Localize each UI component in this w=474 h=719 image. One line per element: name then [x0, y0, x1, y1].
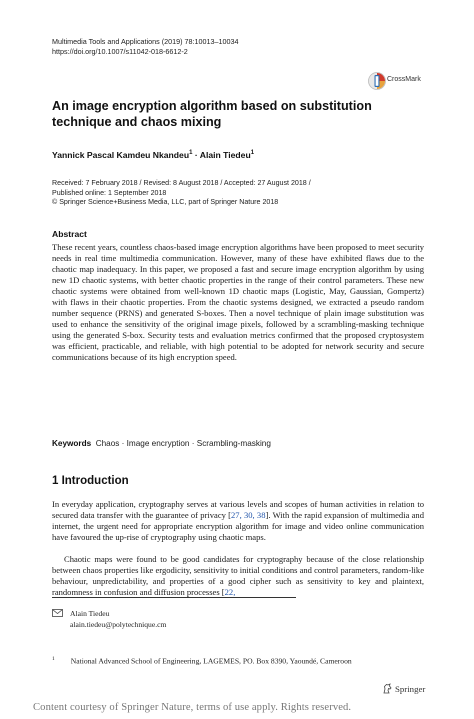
doi-link[interactable]: https://doi.org/10.1007/s11042-018-6612-2: [52, 46, 188, 56]
paper-title: An image encryption algorithm based on substitution technique and chaos mixing: [52, 99, 372, 129]
keywords-text: Chaos · Image encryption · Scrambling-masking: [95, 439, 271, 448]
paragraph-text: Chaotic maps were found to be good candidates for cryptography because of the close relationship between chaos properties like ergodicity, sensitivity to initial conditions and control parameters, random-like behaviour, unpredictability, and properties of a good cipher such as sensitivity to key and plaintext, randomness in confusion and diffusion processes [: [52, 554, 424, 598]
springer-horse-icon: [382, 683, 393, 694]
contact-email[interactable]: alain.tiedeu@polytechnique.cm: [70, 619, 167, 629]
author-name[interactable]: Alain Tiedeu: [199, 150, 251, 160]
affiliation-marker: 1: [189, 150, 193, 157]
abstract-text: These recent years, countless chaos-based image encryption algorithms have been proposed to meet security needs in real time multimedia communication. However, many of these have exhibited flaws due to the chaotic map inadequacy. In this paper, we proposed a fast and secure image encryption algorithm by using new 1D chaotic systems, with better chaotic properties in the range of their control parameters. These new chaotic systems were obtained from well-known 1D chaotic maps (Logistic, May, Gaussian, Gompertz) with flaws in their chaotic properties. From the chaotic systems designed, we extracted a pseudo random number sequence (PRNS) and generated S-boxes. Then a novel technique of plain image substitution was used to enhance the sensitivity of the original image pixels, followed by a scrambling-masking technique using the generated S-box. Security tests and evaluation metrics confirmed that the proposed cryptosystem was efficient, practicable, and reliable, with high potential to be adopted for network security and secure communications because of its high encryption speed.: [52, 242, 424, 363]
journal-citation: Multimedia Tools and Applications (2019) 78:10013–10034: [52, 37, 239, 46]
abstract-heading: Abstract: [52, 229, 87, 239]
crossmark-label: CrossMark: [387, 76, 421, 83]
copyright-watermark: Content courtesy of Springer Nature, terms of use apply. Rights reserved.: [33, 702, 352, 713]
contact-name: Alain Tiedeu: [70, 609, 110, 618]
keywords-label: Keywords: [52, 439, 92, 448]
author-name[interactable]: Yannick Pascal Kamdeu Nkandeu: [52, 150, 190, 160]
affiliation-text: National Advanced School of Engineering, LAGEMES, PO. Box 8390, Yaoundé, Cameroon: [70, 656, 352, 666]
journal-header: [52, 37, 238, 56]
dates-line: Received: 7 February 2018 / Revised: 8 August 2018 / Accepted: 27 August 2018 /: [52, 179, 311, 187]
publication-dates: [52, 179, 311, 208]
crossmark-badge[interactable]: [368, 70, 428, 92]
author-separator: ·: [192, 150, 200, 160]
publisher-name: Springer: [395, 684, 426, 694]
citation-link[interactable]: 27, 30, 38: [231, 510, 266, 521]
publisher-logo: [382, 683, 425, 694]
author-list: [52, 150, 254, 160]
paragraph-text: ]. With the rapid expansion of multimedia and internet, the urgent need for appropriate encryption algorithm for image and video online communication have favoured the up-rise of cryptography using chaotic maps.: [52, 510, 424, 543]
affiliation-number: 1: [52, 656, 55, 662]
intro-paragraph-1: [52, 499, 424, 543]
affiliation-footnote: [52, 656, 352, 666]
intro-paragraph-2: [52, 554, 424, 598]
corresponding-author: [52, 608, 166, 630]
dates-line: Published online: 1 September 2018: [52, 188, 167, 197]
affiliation-marker: 1: [250, 150, 255, 157]
paragraph-text: In everyday application, cryptography serves at various levels and scopes of human activities in relation to secured data transfer with the guarantee of privacy [: [52, 499, 424, 521]
section-heading-introduction: 1 Introduction: [52, 475, 129, 487]
envelope-icon: [52, 609, 63, 617]
copyright-line: © Springer Science+Business Media, LLC, part of Springer Nature 2018: [52, 198, 279, 207]
keywords-line: [52, 439, 271, 448]
footnote-divider: [52, 597, 296, 598]
crossmark-icon: [368, 70, 386, 92]
citation-link[interactable]: 22,: [224, 587, 236, 598]
